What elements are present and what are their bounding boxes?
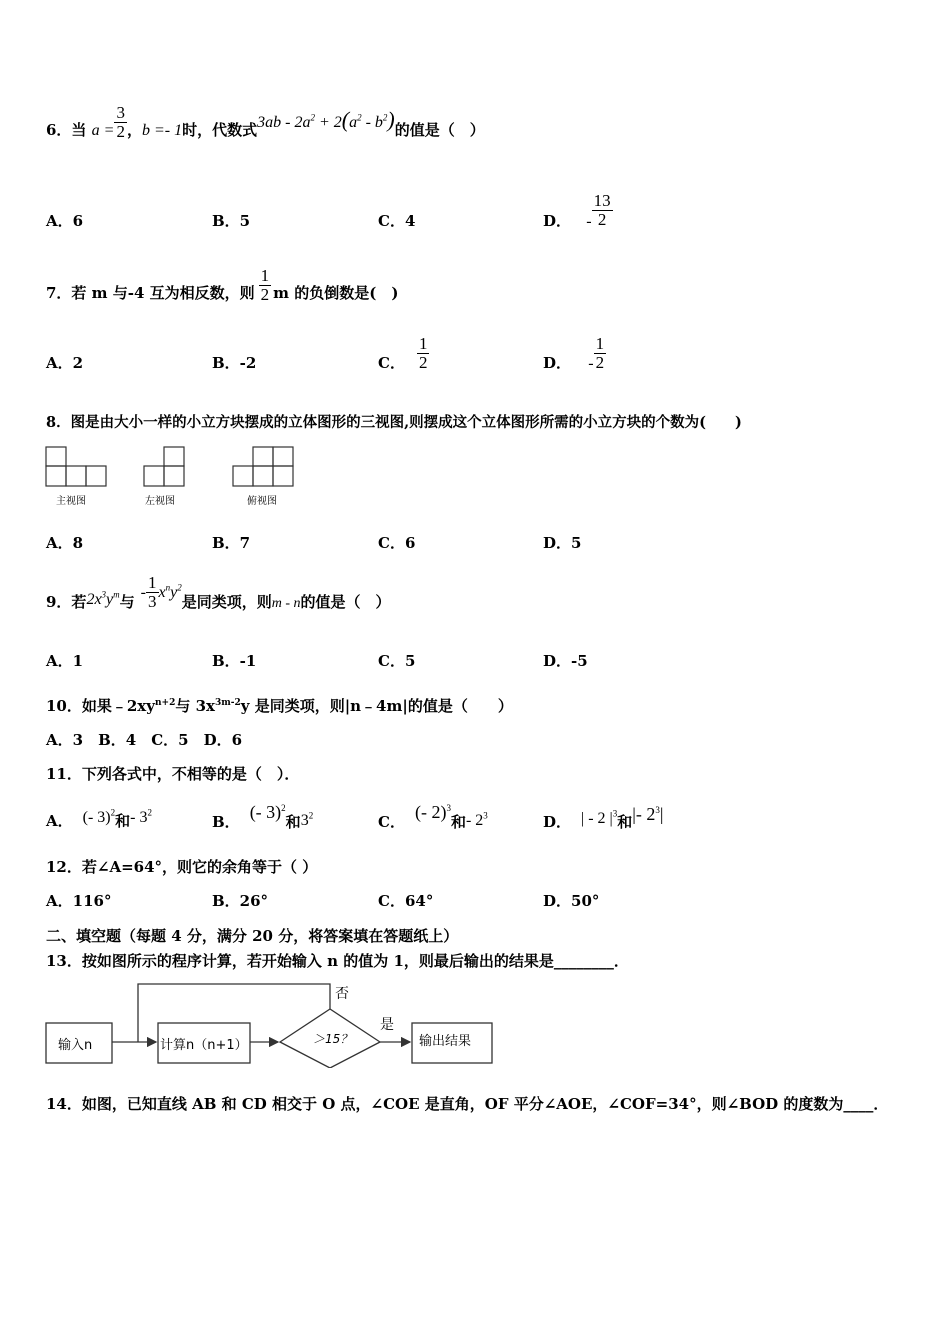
q9-stem: 9．若$2x^3y^m$与- $\frac{1}{3}$ $x^ny^2$是同类项，则m - n的值是（ ） bbox=[46, 572, 391, 611]
q12-option-d[interactable]: D．50° bbox=[543, 892, 600, 910]
q9-option-b[interactable]: B．-1 bbox=[212, 652, 257, 670]
q8-stem: 8．图是由大小一样的小立方块摆成的立体图形的三视图,则摆成这个立体图形所需的小立方块的个数为( ) bbox=[46, 414, 742, 431]
q13-stem: 13．按如图所示的程序计算，若开始输入 n 的值为 1，则最后输出的结果是________． bbox=[46, 952, 629, 970]
left-view-caption: 左视图 bbox=[145, 496, 175, 507]
q8-option-d[interactable]: D．5 bbox=[543, 534, 582, 552]
q6-expression: $3ab - 2a^2 + 2(a^2 - b^2)$ bbox=[257, 107, 395, 132]
q14-stem: 14．如图，已知直线 AB 和 CD 相交于 O 点，∠COE 是直角，OF 平分∠AOE，∠COF=34°，则∠BOD 的度数为____． bbox=[46, 1095, 889, 1113]
q11-stem: 11．下列各式中，不相等的是（ ）． bbox=[46, 765, 300, 783]
q12-stem: 12．若∠A=64°，则它的余角等于（ ） bbox=[46, 858, 318, 876]
q12-option-a[interactable]: A．116° bbox=[46, 892, 112, 910]
q8-option-b[interactable]: B．7 bbox=[212, 534, 251, 552]
q8-option-c[interactable]: C．6 bbox=[378, 534, 416, 552]
q6-option-d[interactable]: D． - $\frac{13}{2}$ bbox=[543, 190, 611, 230]
q11-option-a[interactable]: A． (- 3)$^2$和- $3^2$ bbox=[46, 807, 152, 830]
flow-condition: ＞15？ bbox=[313, 1032, 353, 1046]
flow-output-box: 输出结果 bbox=[419, 1034, 472, 1049]
q10-options[interactable]: A．3 B．4 C．5 D．6 bbox=[46, 731, 243, 749]
top-view-caption: 俯视图 bbox=[247, 496, 277, 507]
q13-flowchart bbox=[40, 978, 500, 1068]
q8-option-a[interactable]: A．8 bbox=[46, 534, 84, 552]
q7-option-a[interactable]: A．2 bbox=[46, 354, 84, 372]
q7-stem: 7．若 m 与-4 互为相反数，则 $\frac{1}{2}$ m 的负倒数是( ) bbox=[46, 265, 399, 304]
section-2-heading: 二、填空题（每题 4 分，满分 20 分，将答案填在答题纸上） bbox=[46, 927, 459, 945]
q11-option-d[interactable]: D． | - 2 $|^3$和|- $2^3|$ bbox=[543, 804, 664, 831]
flow-input-box: 输入n bbox=[58, 1038, 93, 1053]
q6-a-fraction: $\frac{3}{2}$ bbox=[116, 102, 125, 141]
q6-stem: 6．当 a = $\frac{3}{2}$ ，b =- 1时，代数式$3ab - 2a^2 + 2(a^2 - b^2)$的值是（ ） bbox=[46, 102, 485, 141]
front-view-figure bbox=[45, 446, 107, 488]
q12-option-b[interactable]: B．26° bbox=[212, 892, 269, 910]
flow-compute-box: 计算n（n+1） bbox=[160, 1038, 248, 1053]
q7-option-d[interactable]: D． - $\frac{1}{2}$ bbox=[543, 333, 605, 372]
flow-yes-label: 是 bbox=[380, 1017, 394, 1033]
q6-option-b[interactable]: B．5 bbox=[212, 212, 251, 230]
q9-option-d[interactable]: D．-5 bbox=[543, 652, 588, 670]
left-view-figure bbox=[143, 446, 185, 488]
q10-stem: 10．如果$﹣2xy^{n+2}$与 $3x^{3m-2}y$ 是同类项，则|n﹣4m|的值是（ ） bbox=[46, 697, 513, 715]
q9-option-a[interactable]: A．1 bbox=[46, 652, 84, 670]
q9-term-2: $x^ny^2$ bbox=[158, 582, 182, 601]
q9-option-c[interactable]: C．5 bbox=[378, 652, 416, 670]
q6-option-c[interactable]: C．4 bbox=[378, 212, 416, 230]
q6-option-a[interactable]: A．6 bbox=[46, 212, 84, 230]
q7-option-c[interactable]: C． $\frac{1}{2}$ bbox=[378, 333, 428, 372]
top-view-figure bbox=[232, 446, 294, 488]
q12-option-c[interactable]: C．64° bbox=[378, 892, 434, 910]
flow-no-label: 否 bbox=[335, 986, 349, 1002]
q11-option-c[interactable]: C． (- 2)$^3$和- $2^3$ bbox=[378, 802, 488, 831]
q9-term-1: $2x^3y^m$ bbox=[86, 589, 120, 608]
front-view-caption: 主视图 bbox=[56, 496, 86, 507]
q7-option-b[interactable]: B．-2 bbox=[212, 354, 257, 372]
q11-option-b[interactable]: B． (- 3)$^2$和$3^2$ bbox=[212, 802, 314, 831]
